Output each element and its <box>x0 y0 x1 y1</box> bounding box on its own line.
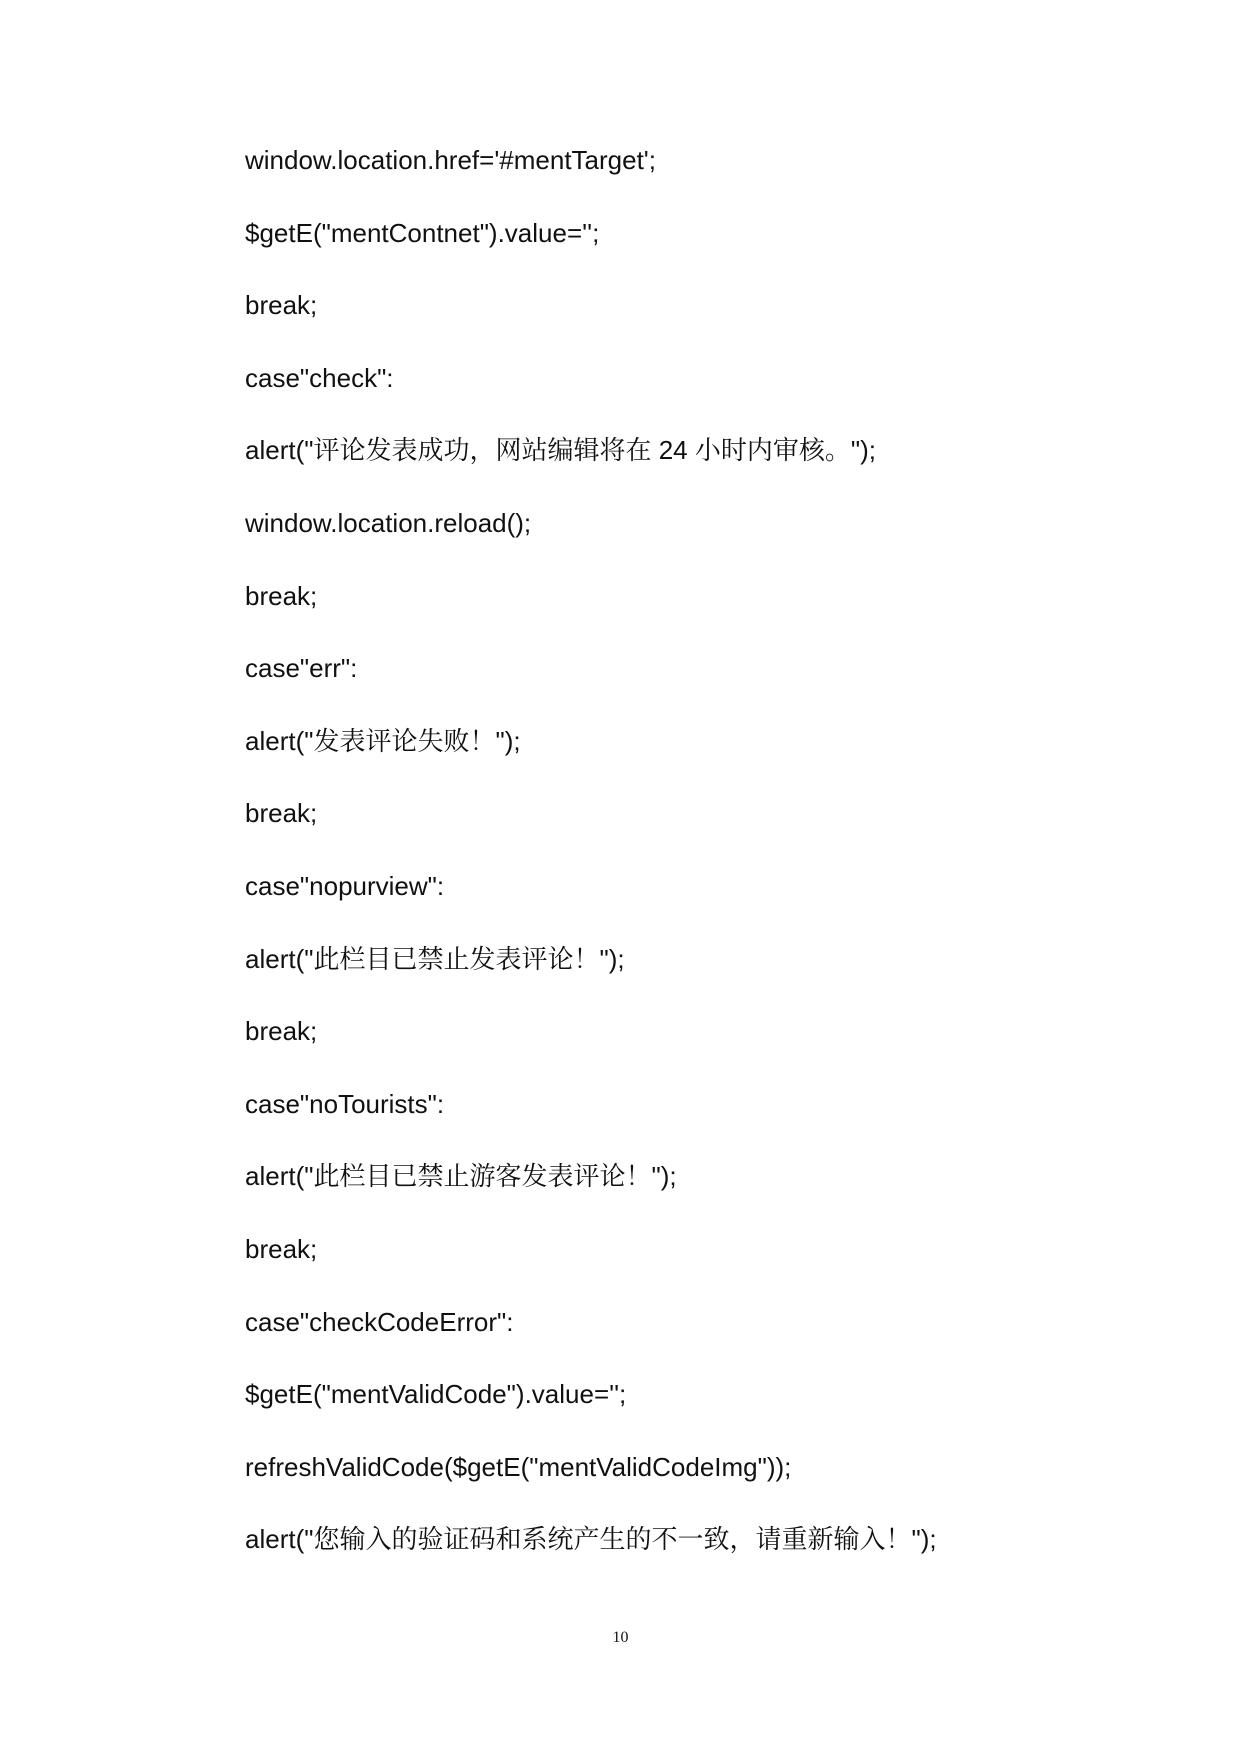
code-line: alert("此栏目已禁止发表评论！"); <box>245 943 625 974</box>
code-line: case"nopurview": <box>245 870 445 901</box>
code-block <box>245 145 1145 1597</box>
code-line: alert("发表评论失败！"); <box>245 725 521 756</box>
code-line: case"check": <box>245 362 394 393</box>
code-line: case"checkCodeError": <box>245 1306 514 1337</box>
code-line: break; <box>245 1016 318 1047</box>
code-line: alert("您输入的验证码和系统产生的不一致，请重新输入！"); <box>245 1524 937 1555</box>
code-line: $getE("mentValidCode").value=''; <box>245 1379 627 1410</box>
page-number: 10 <box>612 1629 629 1646</box>
code-line: $getE("mentContnet").value=''; <box>245 217 600 248</box>
code-line: refreshValidCode($getE("mentValidCodeImg")); <box>245 1451 792 1482</box>
code-line: window.location.reload(); <box>245 507 532 538</box>
code-line: window.location.href='#mentTarget'; <box>245 145 656 175</box>
code-line: break; <box>245 290 318 321</box>
code-line: break; <box>245 1233 318 1264</box>
code-line: case"err": <box>245 653 358 684</box>
code-line: alert("评论发表成功，网站编辑将在 24 小时内审核。"); <box>245 435 876 466</box>
code-line: break; <box>245 580 318 611</box>
code-line: case"noTourists": <box>245 1088 445 1119</box>
code-line: alert("此栏目已禁止游客发表评论！"); <box>245 1161 677 1192</box>
code-line: break; <box>245 798 318 829</box>
